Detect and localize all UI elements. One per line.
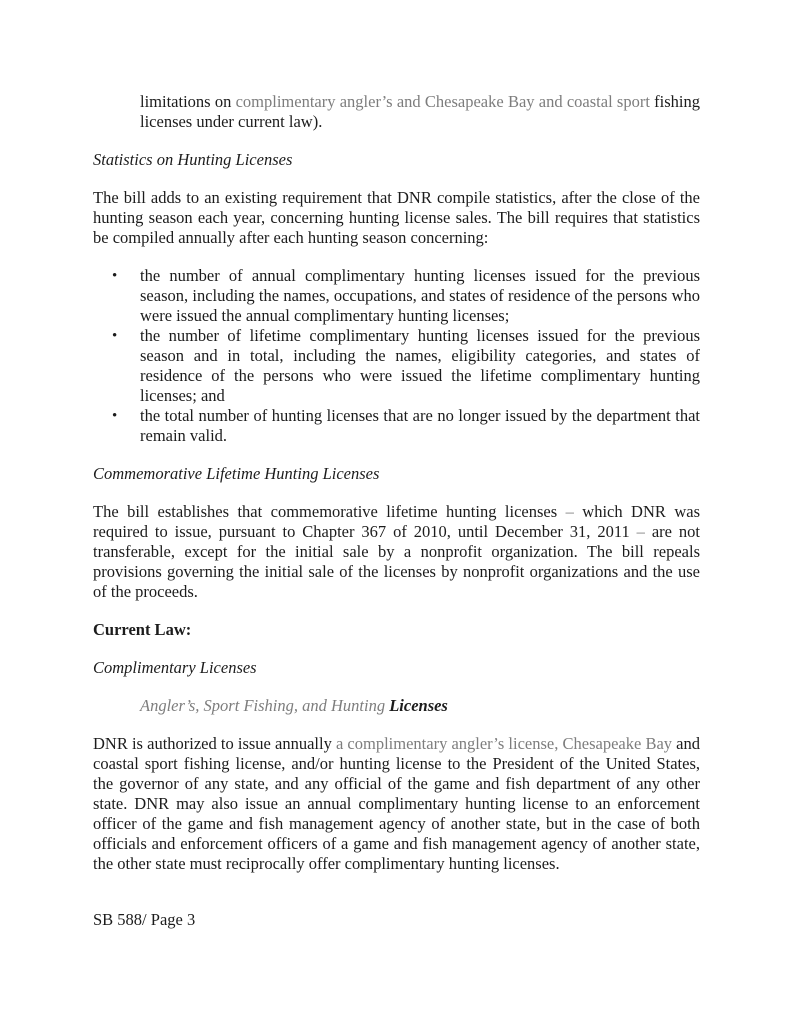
- list-item-text: [140, 406, 700, 446]
- section-heading-complimentary-licenses: Complimentary Licenses: [93, 658, 257, 677]
- statistics-paragraph: [93, 188, 700, 248]
- text-run-normal: The bill adds to an existing requirement that DNR compile statistics, after the close of the hunting season each year, concerning hunting license sales. The bill requires that statistics be compiled annually after each hunting season concerning:: [93, 188, 700, 247]
- page-footer: SB 588/ Page 3: [93, 910, 196, 929]
- text-run-normal: fishing licenses under current law).: [140, 92, 700, 131]
- list-item-text: [140, 326, 700, 406]
- text-run-normal: which DNR was required to issue, pursuant to Chapter 367 of 2010, until December 31, 2011: [93, 502, 701, 541]
- list-item: [93, 266, 700, 326]
- text-run-normal: DNR is authorized to issue annually: [93, 734, 336, 753]
- text-run-faded: –: [636, 522, 652, 541]
- text-run-normal: and coastal sport fishing license, and/or hunting license to the President of the United States, the governor of any state, and any official of the game and fish department of any other state. DNR may also issue an annual complimentary hunting license to an enforcement officer of the game and fish management agency of another state, but in the case of both officials and enforcement officers of a game and fish management agency of another state, the other state must reciprocally offer complimentary hunting licenses.: [93, 734, 700, 873]
- list-item-text: [140, 266, 700, 326]
- text-run-bold: Licenses: [389, 696, 448, 715]
- bullet-list: [93, 266, 700, 446]
- list-item: [93, 406, 700, 446]
- section-heading-statistics-on-hunting-licenses: Statistics on Hunting Licenses: [93, 150, 293, 169]
- subsection-heading-angler-sport-fishing-hunting-licenses: [140, 696, 700, 716]
- text-run-normal: the total number of hunting licenses that are no longer issued by the department that remain valid.: [140, 406, 700, 445]
- section-heading-current-law: Current Law:: [93, 620, 192, 639]
- text-run-faded: complimentary angler’s and Chesapeake Bay and coastal sport: [235, 92, 655, 111]
- commemorative-paragraph: [93, 502, 700, 602]
- text-run-normal: The bill establishes that commemorative lifetime hunting licenses: [93, 502, 566, 521]
- section-heading-commemorative-lifetime-hunting-licenses: Commemorative Lifetime Hunting Licenses: [93, 464, 380, 483]
- dnr-authorization-paragraph: [93, 734, 700, 874]
- bullet-icon: •: [112, 408, 118, 424]
- bullet-icon: •: [112, 268, 118, 284]
- text-run-normal: are not transferable, except for the initial sale by a nonprofit organization. The bill repeals provisions governing the initial sale of the licenses by nonprofit organizations and the use of the proceeds.: [93, 522, 700, 601]
- intro-fragment-paragraph: [140, 92, 700, 132]
- list-item: [93, 326, 700, 406]
- text-run-normal: the number of lifetime complimentary hunting licenses issued for the previous season and in total, including the names, eligibility categories, and states of residence of the persons who were issued the lifetime complimentary hunting licenses; and: [140, 326, 700, 405]
- text-run-faded: a complimentary angler’s license, Chesapeake Bay: [335, 734, 673, 753]
- bullet-icon: •: [112, 328, 118, 344]
- text-run-faded: Angler’s, Sport Fishing, and Hunting: [140, 696, 390, 715]
- text-run-normal: the number of annual complimentary hunting licenses issued for the previous season, including the names, occupations, and states of residence of the persons who were issued the annual complimentary hunting licenses;: [140, 266, 700, 325]
- text-run-faded: –: [565, 502, 583, 521]
- text-run-normal: limitations on: [140, 92, 236, 111]
